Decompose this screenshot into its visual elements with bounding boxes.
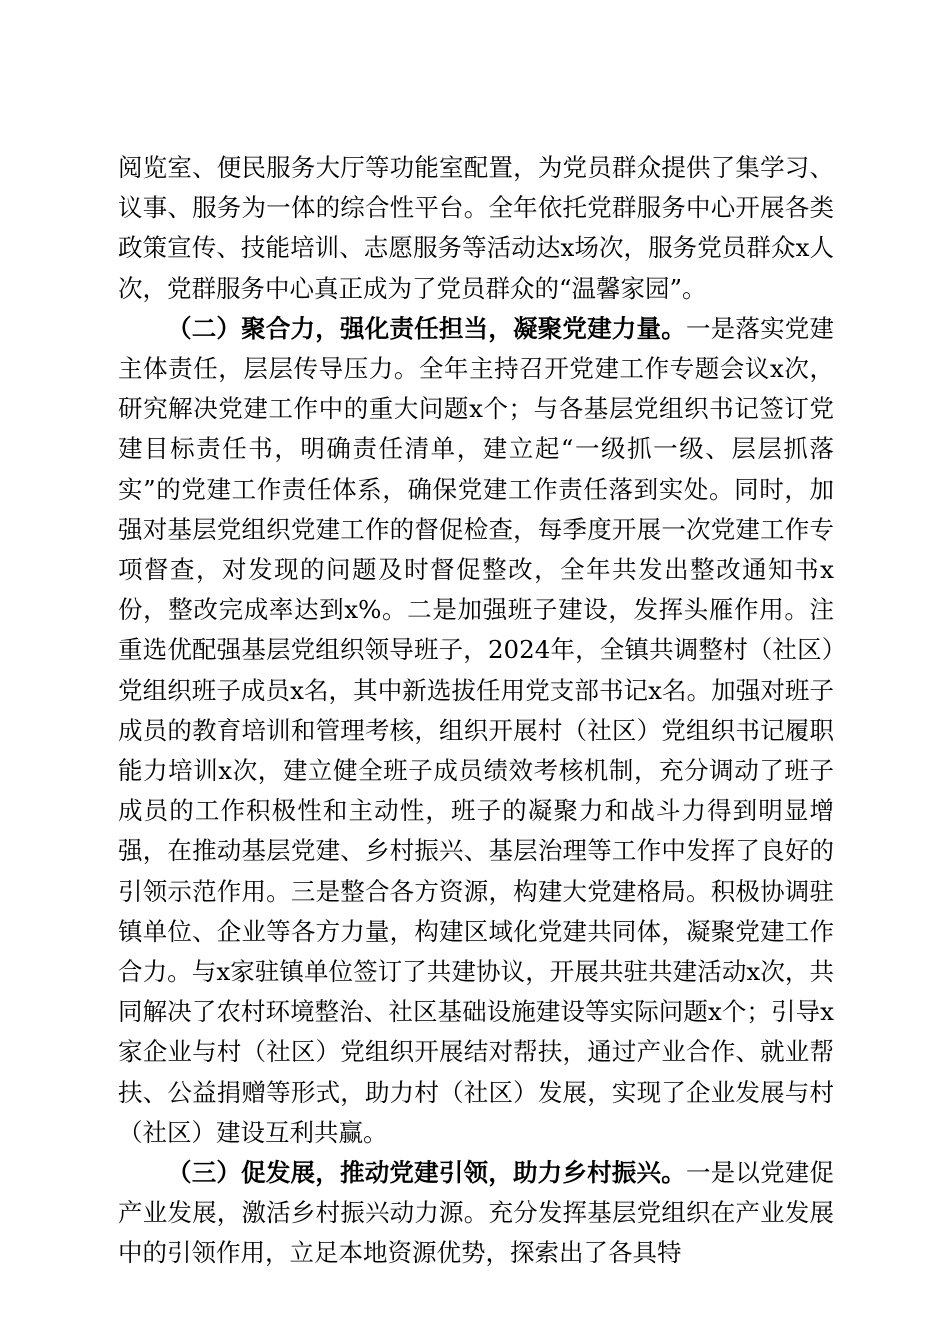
section-heading-2: （二）聚合力，强化责任担当，凝聚党建力量。 bbox=[167, 313, 686, 343]
paragraph-2-text: 一是落实党建主体责任，层层传导压力。全年主持召开党建工作专题会议x次，研究解决党建工作中的重大问题x个；与各基层党组织书记签订党建目标责任书，明确责任清单，建立起“一级抓一级、层层抓落实”的党建工作责任体系，确保党建工作责任落到实处。同时，加强对基层党组织党建工作的督促检查，每季度开展一次党建工作专项督查，对发现的问题及时督促整改，全年共发出整改通知书x份，整改完成率达到x%。二是加强班子建设，发挥头雁作用。注重选优配强基层党组织领导班子，2024年，全镇共调整村（社区）党组织班子成员x名，其中新选拔任用党支部书记x名。加强对班子成员的教育培训和管理考核，组织开展村（社区）党组织书记履职能力培训x次，建立健全班子成员绩效考核机制，充分调动了班子成员的工作积极性和主动性，班子的凝聚力和战斗力得到明显增强，在推动基层党建、乡村振兴、基层治理等工作中发挥了良好的引领示范作用。三是整合各方资源，构建大党建格局。积极协调驻镇单位、企业等各方力量，构建区域化党建共同体，凝聚党建工作合力。与x家驻镇单位签订了共建协议，开展共驻共建活动x次，共同解决了农村环境整治、社区基础设施建设等实际问题x个；引导x家企业与村（社区）党组织开展结对帮扶，通过产业合作、就业帮扶、公益捐赠等形式，助力村（社区）发展，实现了企业发展与村（社区）建设互利共赢。 bbox=[118, 313, 835, 1147]
paragraph-1-text: 阅览室、便民服务大厅等功能室配置，为党员群众提供了集学习、议事、服务为一体的综合性平台。全年依托党群服务中心开展各类政策宣传、技能培训、志愿服务等活动达x场次，服务党员群众x人次，党群服务中心真正成为了党员群众的“温馨家园”。 bbox=[118, 153, 834, 303]
paragraph-2 bbox=[118, 309, 834, 1153]
paragraph-3-text: 一是以党建促产业发展，激活乡村振兴动力源。充分发挥基层党组织在产业发展中的引领作用，立足本地资源优势，探索出了各具特 bbox=[118, 1158, 835, 1268]
section-heading-3: （三）促发展，推动党建引领，助力乡村振兴。 bbox=[167, 1158, 686, 1188]
paragraph-1 bbox=[118, 148, 834, 309]
document-body bbox=[118, 148, 834, 1274]
paragraph-3 bbox=[118, 1153, 834, 1274]
